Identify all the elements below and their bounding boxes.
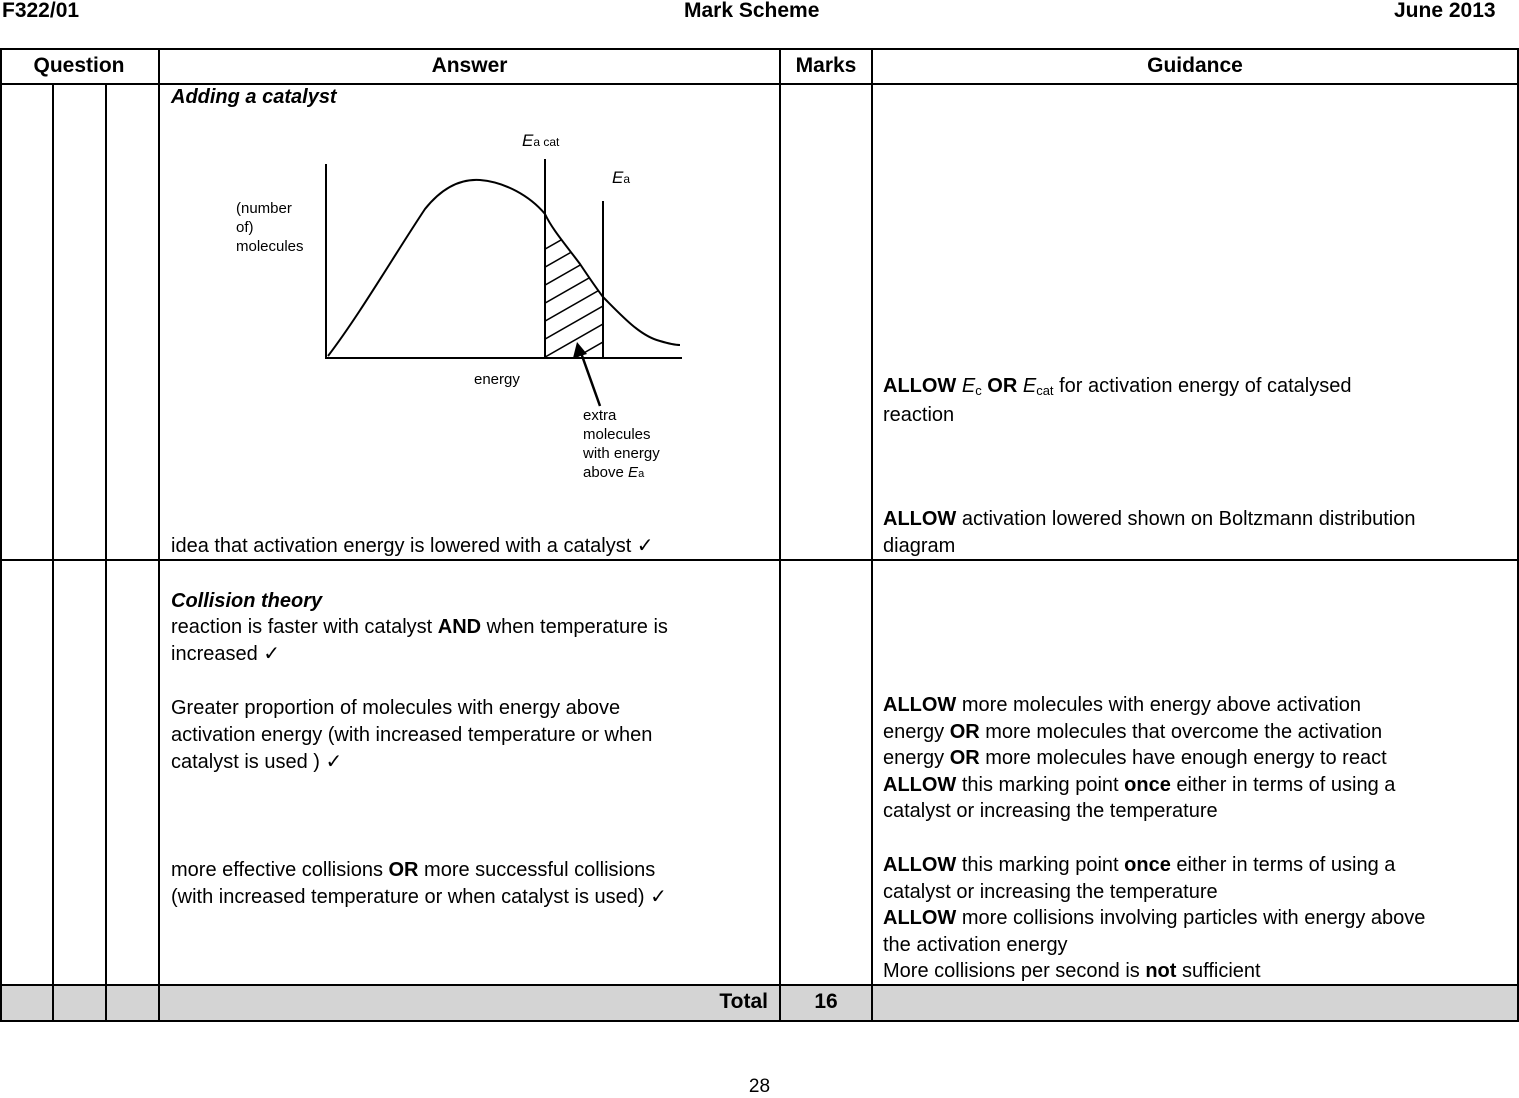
guidance-col-divider bbox=[871, 48, 873, 1022]
guidance-allow-activation-lowered: ALLOW activation lowered shown on Boltzmann distribution diagram bbox=[883, 508, 1416, 557]
guidance-marking-point-once: ALLOW this marking point once either in terms of using a catalyst or increasing the temperature ALLOW more collisions involving particles with energy above the activation energy More collisions per second is not sufficient bbox=[883, 854, 1426, 982]
hatched-area bbox=[540, 212, 610, 396]
guidance-allow-ec: ALLOW $E_c$ OR $E_{cat}$ for activation energy of catalysed reaction bbox=[883, 375, 1352, 426]
answer-point-faster: reaction is faster with catalyst AND when temperature is increased ✓ bbox=[171, 616, 668, 665]
extra-molecules-annotation: extra molecules with energy above Ea bbox=[583, 407, 660, 481]
x-axis-label: energy bbox=[474, 371, 520, 388]
document-date: June 2013 bbox=[1394, 0, 1496, 22]
y-axis-label: (number of) molecules bbox=[236, 200, 304, 255]
answer-title-collision: Collision theory bbox=[171, 590, 323, 612]
boltzmann-distribution-diagram bbox=[160, 84, 779, 559]
guidance-more-molecules: ALLOW more molecules with energy above activation energy OR more molecules that overcome the activation energy OR more molecules have enough energy to react ALLOW this marking point once either in terms of using a catalyst or increasing the temperature bbox=[883, 694, 1396, 822]
column-header-guidance: Guidance bbox=[1147, 54, 1243, 77]
ea-cat-label: Ea cat bbox=[522, 131, 560, 150]
column-header-marks: Marks bbox=[795, 54, 857, 77]
column-header-question: Question bbox=[33, 54, 125, 77]
question-subcol-divider-1 bbox=[52, 83, 54, 1022]
table-left-border bbox=[0, 48, 2, 1022]
total-label: Total bbox=[719, 990, 768, 1013]
ea-label: Ea bbox=[612, 168, 631, 187]
document-title: Mark Scheme bbox=[684, 0, 820, 22]
answer-point-effective-collisions: more effective collisions OR more successful collisions (with increased temperature or when catalyst is used) ✓ bbox=[171, 859, 667, 908]
document-code: F322/01 bbox=[2, 0, 80, 22]
table-bottom-border bbox=[0, 1020, 1519, 1022]
answer-point-activation-lowered: idea that activation energy is lowered with a catalyst ✓ bbox=[171, 535, 654, 557]
column-header-answer: Answer bbox=[431, 54, 508, 77]
question-subcol-divider-2 bbox=[105, 83, 107, 1022]
distribution-curve bbox=[328, 180, 680, 356]
page-number: 28 bbox=[748, 1076, 771, 1097]
annotation-arrowhead bbox=[573, 342, 587, 358]
answer-title-catalyst: Adding a catalyst bbox=[171, 86, 337, 108]
answer-point-proportion: Greater proportion of molecules with energy above activation energy (with increased temperature or when catalyst is used ) ✓ bbox=[171, 697, 653, 773]
total-marks: 16 bbox=[814, 990, 838, 1013]
marks-col-divider bbox=[779, 48, 781, 1022]
table-top-border bbox=[0, 48, 1519, 50]
